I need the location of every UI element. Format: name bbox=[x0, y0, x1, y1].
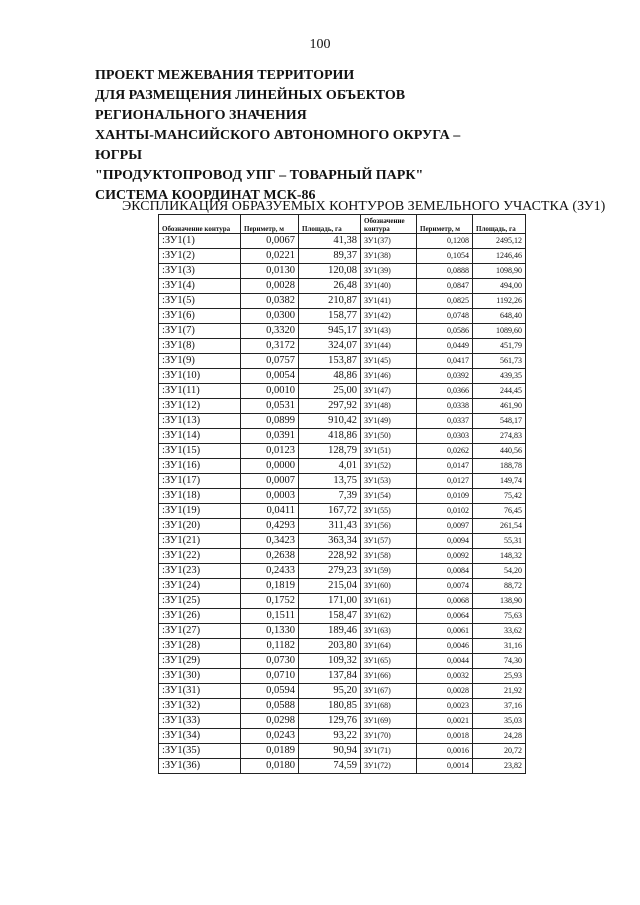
contour-cell: ЗУ1(48) bbox=[361, 399, 417, 414]
contour-cell: ЗУ1(42) bbox=[361, 309, 417, 324]
table-row bbox=[159, 249, 526, 264]
contour-cell: :ЗУ1(35) bbox=[159, 744, 241, 759]
perimeter-cell: 0,0018 bbox=[417, 729, 473, 744]
contour-cell: :ЗУ1(17) bbox=[159, 474, 241, 489]
table-row bbox=[159, 729, 526, 744]
perimeter-cell: 0,0084 bbox=[417, 564, 473, 579]
perimeter-cell: 0,0588 bbox=[241, 699, 299, 714]
area-cell: 33,62 bbox=[473, 624, 526, 639]
area-cell: 2495,12 bbox=[473, 234, 526, 249]
area-cell: 76,45 bbox=[473, 504, 526, 519]
perimeter-cell: 0,0067 bbox=[241, 234, 299, 249]
area-cell: 4,01 bbox=[299, 459, 361, 474]
table-row bbox=[159, 759, 526, 774]
heading-line: ЮГРЫ bbox=[95, 148, 142, 163]
contour-cell: :ЗУ1(31) bbox=[159, 684, 241, 699]
perimeter-cell: 0,0411 bbox=[241, 504, 299, 519]
perimeter-cell: 0,0054 bbox=[241, 369, 299, 384]
area-cell: 148,32 bbox=[473, 549, 526, 564]
area-cell: 74,30 bbox=[473, 654, 526, 669]
perimeter-cell: 0,0016 bbox=[417, 744, 473, 759]
contour-cell: :ЗУ1(18) bbox=[159, 489, 241, 504]
contour-cell: ЗУ1(51) bbox=[361, 444, 417, 459]
table-header-row bbox=[159, 215, 526, 234]
perimeter-cell: 0,0300 bbox=[241, 309, 299, 324]
area-cell: 279,23 bbox=[299, 564, 361, 579]
table-row bbox=[159, 534, 526, 549]
perimeter-cell: 0,1819 bbox=[241, 579, 299, 594]
table-body bbox=[159, 234, 526, 774]
contour-cell: :ЗУ1(8) bbox=[159, 339, 241, 354]
table-row bbox=[159, 354, 526, 369]
area-cell: 1246,46 bbox=[473, 249, 526, 264]
perimeter-cell: 0,1208 bbox=[417, 234, 473, 249]
contour-cell: ЗУ1(43) bbox=[361, 324, 417, 339]
area-cell: 35,03 bbox=[473, 714, 526, 729]
contour-cell: ЗУ1(54) bbox=[361, 489, 417, 504]
area-cell: 274,83 bbox=[473, 429, 526, 444]
perimeter-cell: 0,0391 bbox=[241, 429, 299, 444]
area-cell: 189,46 bbox=[299, 624, 361, 639]
area-cell: 945,17 bbox=[299, 324, 361, 339]
perimeter-cell: 0,0032 bbox=[417, 669, 473, 684]
table-row bbox=[159, 264, 526, 279]
contour-cell: ЗУ1(56) bbox=[361, 519, 417, 534]
area-cell: 1192,26 bbox=[473, 294, 526, 309]
perimeter-cell: 0,0061 bbox=[417, 624, 473, 639]
area-cell: 363,34 bbox=[299, 534, 361, 549]
contour-cell: :ЗУ1(22) bbox=[159, 549, 241, 564]
perimeter-cell: 0,0899 bbox=[241, 414, 299, 429]
area-cell: 439,35 bbox=[473, 369, 526, 384]
perimeter-cell: 0,0449 bbox=[417, 339, 473, 354]
table-row bbox=[159, 669, 526, 684]
perimeter-cell: 0,2433 bbox=[241, 564, 299, 579]
area-cell: 7,39 bbox=[299, 489, 361, 504]
perimeter-cell: 0,0102 bbox=[417, 504, 473, 519]
contour-cell: :ЗУ1(2) bbox=[159, 249, 241, 264]
table-row bbox=[159, 459, 526, 474]
table-row bbox=[159, 564, 526, 579]
area-cell: 37,16 bbox=[473, 699, 526, 714]
area-cell: 648,40 bbox=[473, 309, 526, 324]
heading-line: ДЛЯ РАЗМЕЩЕНИЯ ЛИНЕЙНЫХ ОБЪЕКТОВ bbox=[95, 88, 406, 103]
contour-cell: ЗУ1(59) bbox=[361, 564, 417, 579]
heading-line: СИСТЕМА КООРДИНАТ МСК-86 bbox=[95, 188, 316, 203]
contour-cell: :ЗУ1(20) bbox=[159, 519, 241, 534]
header-cell: Площадь, га bbox=[299, 215, 361, 234]
perimeter-cell: 0,0010 bbox=[241, 384, 299, 399]
contour-cell: :ЗУ1(12) bbox=[159, 399, 241, 414]
table-row bbox=[159, 699, 526, 714]
table-row bbox=[159, 324, 526, 339]
contour-cell: :ЗУ1(15) bbox=[159, 444, 241, 459]
perimeter-cell: 0,0028 bbox=[241, 279, 299, 294]
area-cell: 74,59 bbox=[299, 759, 361, 774]
perimeter-cell: 0,1054 bbox=[417, 249, 473, 264]
table-row bbox=[159, 294, 526, 309]
area-cell: 24,28 bbox=[473, 729, 526, 744]
table-row bbox=[159, 489, 526, 504]
contour-cell: ЗУ1(41) bbox=[361, 294, 417, 309]
area-cell: 180,85 bbox=[299, 699, 361, 714]
area-cell: 1089,60 bbox=[473, 324, 526, 339]
perimeter-cell: 0,0014 bbox=[417, 759, 473, 774]
table-row bbox=[159, 639, 526, 654]
perimeter-cell: 0,0748 bbox=[417, 309, 473, 324]
area-cell: 20,72 bbox=[473, 744, 526, 759]
perimeter-cell: 0,0586 bbox=[417, 324, 473, 339]
table-row bbox=[159, 579, 526, 594]
contour-cell: :ЗУ1(24) bbox=[159, 579, 241, 594]
area-cell: 167,72 bbox=[299, 504, 361, 519]
area-cell: 75,63 bbox=[473, 609, 526, 624]
area-cell: 75,42 bbox=[473, 489, 526, 504]
explication-table bbox=[158, 214, 526, 774]
perimeter-cell: 0,3320 bbox=[241, 324, 299, 339]
perimeter-cell: 0,1330 bbox=[241, 624, 299, 639]
table-row bbox=[159, 429, 526, 444]
perimeter-cell: 0,0594 bbox=[241, 684, 299, 699]
area-cell: 31,16 bbox=[473, 639, 526, 654]
contour-cell: ЗУ1(45) bbox=[361, 354, 417, 369]
table-row bbox=[159, 504, 526, 519]
table-row bbox=[159, 279, 526, 294]
header-cell: Обозначение контура bbox=[361, 215, 417, 234]
perimeter-cell: 0,0000 bbox=[241, 459, 299, 474]
contour-cell: ЗУ1(57) bbox=[361, 534, 417, 549]
area-cell: 311,43 bbox=[299, 519, 361, 534]
perimeter-cell: 0,0825 bbox=[417, 294, 473, 309]
contour-cell: ЗУ1(69) bbox=[361, 714, 417, 729]
perimeter-cell: 0,0094 bbox=[417, 534, 473, 549]
perimeter-cell: 0,0003 bbox=[241, 489, 299, 504]
area-cell: 261,54 bbox=[473, 519, 526, 534]
table-row bbox=[159, 339, 526, 354]
table-row bbox=[159, 444, 526, 459]
perimeter-cell: 0,0127 bbox=[417, 474, 473, 489]
perimeter-cell: 0,0180 bbox=[241, 759, 299, 774]
contour-cell: ЗУ1(65) bbox=[361, 654, 417, 669]
area-cell: 128,79 bbox=[299, 444, 361, 459]
contour-cell: ЗУ1(67) bbox=[361, 684, 417, 699]
area-cell: 548,17 bbox=[473, 414, 526, 429]
contour-cell: ЗУ1(60) bbox=[361, 579, 417, 594]
perimeter-cell: 0,3172 bbox=[241, 339, 299, 354]
heading-line: "ПРОДУКТОПРОВОД УПГ – ТОВАРНЫЙ ПАРК" bbox=[95, 168, 424, 183]
area-cell: 25,93 bbox=[473, 669, 526, 684]
table-row bbox=[159, 369, 526, 384]
perimeter-cell: 0,4293 bbox=[241, 519, 299, 534]
heading-line: ХАНТЫ-МАНСИЙСКОГО АВТОНОМНОГО ОКРУГА – bbox=[95, 128, 461, 143]
contour-cell: :ЗУ1(33) bbox=[159, 714, 241, 729]
perimeter-cell: 0,0021 bbox=[417, 714, 473, 729]
contour-cell: ЗУ1(40) bbox=[361, 279, 417, 294]
contour-cell: :ЗУ1(16) bbox=[159, 459, 241, 474]
contour-cell: ЗУ1(39) bbox=[361, 264, 417, 279]
contour-cell: :ЗУ1(10) bbox=[159, 369, 241, 384]
contour-cell: :ЗУ1(21) bbox=[159, 534, 241, 549]
area-cell: 26,48 bbox=[299, 279, 361, 294]
table-row bbox=[159, 624, 526, 639]
contour-cell: :ЗУ1(6) bbox=[159, 309, 241, 324]
area-cell: 13,75 bbox=[299, 474, 361, 489]
contour-cell: :ЗУ1(13) bbox=[159, 414, 241, 429]
perimeter-cell: 0,0023 bbox=[417, 699, 473, 714]
contour-cell: ЗУ1(61) bbox=[361, 594, 417, 609]
contour-cell: ЗУ1(46) bbox=[361, 369, 417, 384]
table-row bbox=[159, 744, 526, 759]
table-row bbox=[159, 594, 526, 609]
area-cell: 88,72 bbox=[473, 579, 526, 594]
area-cell: 138,90 bbox=[473, 594, 526, 609]
perimeter-cell: 0,0392 bbox=[417, 369, 473, 384]
area-cell: 54,20 bbox=[473, 564, 526, 579]
area-cell: 95,20 bbox=[299, 684, 361, 699]
contour-cell: ЗУ1(50) bbox=[361, 429, 417, 444]
perimeter-cell: 0,0046 bbox=[417, 639, 473, 654]
area-cell: 158,77 bbox=[299, 309, 361, 324]
area-cell: 93,22 bbox=[299, 729, 361, 744]
contour-cell: ЗУ1(55) bbox=[361, 504, 417, 519]
area-cell: 120,08 bbox=[299, 264, 361, 279]
area-cell: 48,86 bbox=[299, 369, 361, 384]
perimeter-cell: 0,0028 bbox=[417, 684, 473, 699]
area-cell: 109,32 bbox=[299, 654, 361, 669]
contour-cell: ЗУ1(44) bbox=[361, 339, 417, 354]
perimeter-cell: 0,0097 bbox=[417, 519, 473, 534]
contour-cell: ЗУ1(62) bbox=[361, 609, 417, 624]
perimeter-cell: 0,0130 bbox=[241, 264, 299, 279]
perimeter-cell: 0,0757 bbox=[241, 354, 299, 369]
contour-cell: :ЗУ1(11) bbox=[159, 384, 241, 399]
area-cell: 215,04 bbox=[299, 579, 361, 594]
contour-cell: ЗУ1(49) bbox=[361, 414, 417, 429]
heading-line: РЕГИОНАЛЬНОГО ЗНАЧЕНИЯ bbox=[95, 108, 307, 123]
area-cell: 494,00 bbox=[473, 279, 526, 294]
area-cell: 1098,90 bbox=[473, 264, 526, 279]
contour-cell: ЗУ1(72) bbox=[361, 759, 417, 774]
area-cell: 203,80 bbox=[299, 639, 361, 654]
contour-cell: ЗУ1(52) bbox=[361, 459, 417, 474]
table-row bbox=[159, 474, 526, 489]
area-cell: 324,07 bbox=[299, 339, 361, 354]
area-cell: 210,87 bbox=[299, 294, 361, 309]
area-cell: 129,76 bbox=[299, 714, 361, 729]
area-cell: 228,92 bbox=[299, 549, 361, 564]
contour-cell: ЗУ1(58) bbox=[361, 549, 417, 564]
contour-cell: :ЗУ1(29) bbox=[159, 654, 241, 669]
contour-cell: :ЗУ1(28) bbox=[159, 639, 241, 654]
table-row bbox=[159, 714, 526, 729]
table-row bbox=[159, 399, 526, 414]
contour-cell: :ЗУ1(3) bbox=[159, 264, 241, 279]
contour-cell: ЗУ1(53) bbox=[361, 474, 417, 489]
perimeter-cell: 0,0262 bbox=[417, 444, 473, 459]
perimeter-cell: 0,0189 bbox=[241, 744, 299, 759]
table-row bbox=[159, 609, 526, 624]
perimeter-cell: 0,0710 bbox=[241, 669, 299, 684]
perimeter-cell: 0,0338 bbox=[417, 399, 473, 414]
area-cell: 244,45 bbox=[473, 384, 526, 399]
perimeter-cell: 0,1752 bbox=[241, 594, 299, 609]
perimeter-cell: 0,0221 bbox=[241, 249, 299, 264]
contour-cell: :ЗУ1(5) bbox=[159, 294, 241, 309]
contour-cell: :ЗУ1(19) bbox=[159, 504, 241, 519]
area-cell: 158,47 bbox=[299, 609, 361, 624]
table-row bbox=[159, 384, 526, 399]
area-cell: 21,92 bbox=[473, 684, 526, 699]
perimeter-cell: 0,0382 bbox=[241, 294, 299, 309]
perimeter-cell: 0,0074 bbox=[417, 579, 473, 594]
area-cell: 910,42 bbox=[299, 414, 361, 429]
perimeter-cell: 0,0337 bbox=[417, 414, 473, 429]
contour-cell: ЗУ1(68) bbox=[361, 699, 417, 714]
table-row bbox=[159, 309, 526, 324]
area-cell: 149,74 bbox=[473, 474, 526, 489]
contour-cell: ЗУ1(63) bbox=[361, 624, 417, 639]
header-cell: Обозначение контура bbox=[159, 215, 241, 234]
contour-cell: :ЗУ1(32) bbox=[159, 699, 241, 714]
contour-cell: ЗУ1(66) bbox=[361, 669, 417, 684]
table-row bbox=[159, 654, 526, 669]
header-cell: Периметр, м bbox=[241, 215, 299, 234]
perimeter-cell: 0,0847 bbox=[417, 279, 473, 294]
page-number: 100 bbox=[309, 37, 331, 52]
area-cell: 90,94 bbox=[299, 744, 361, 759]
perimeter-cell: 0,0147 bbox=[417, 459, 473, 474]
contour-cell: :ЗУ1(9) bbox=[159, 354, 241, 369]
perimeter-cell: 0,0007 bbox=[241, 474, 299, 489]
contour-cell: ЗУ1(47) bbox=[361, 384, 417, 399]
area-cell: 25,00 bbox=[299, 384, 361, 399]
perimeter-cell: 0,0298 bbox=[241, 714, 299, 729]
area-cell: 418,86 bbox=[299, 429, 361, 444]
contour-cell: :ЗУ1(7) bbox=[159, 324, 241, 339]
area-cell: 55,31 bbox=[473, 534, 526, 549]
table-title: ЭКСПЛИКАЦИЯ ОБРАЗУЕМЫХ КОНТУРОВ ЗЕМЕЛЬНОГО УЧАСТКА (ЗУ1) bbox=[122, 199, 606, 214]
perimeter-cell: 0,0123 bbox=[241, 444, 299, 459]
contour-cell: ЗУ1(71) bbox=[361, 744, 417, 759]
table-row bbox=[159, 519, 526, 534]
perimeter-cell: 0,0417 bbox=[417, 354, 473, 369]
perimeter-cell: 0,0888 bbox=[417, 264, 473, 279]
perimeter-cell: 0,0243 bbox=[241, 729, 299, 744]
table-row bbox=[159, 684, 526, 699]
table-row bbox=[159, 414, 526, 429]
contour-cell: ЗУ1(37) bbox=[361, 234, 417, 249]
perimeter-cell: 0,0064 bbox=[417, 609, 473, 624]
perimeter-cell: 0,0730 bbox=[241, 654, 299, 669]
contour-cell: :ЗУ1(23) bbox=[159, 564, 241, 579]
perimeter-cell: 0,0092 bbox=[417, 549, 473, 564]
contour-cell: ЗУ1(70) bbox=[361, 729, 417, 744]
area-cell: 23,82 bbox=[473, 759, 526, 774]
area-cell: 451,79 bbox=[473, 339, 526, 354]
area-cell: 171,00 bbox=[299, 594, 361, 609]
header-cell: Периметр, м bbox=[417, 215, 473, 234]
heading-line: ПРОЕКТ МЕЖЕВАНИЯ ТЕРРИТОРИИ bbox=[95, 68, 355, 83]
contour-cell: :ЗУ1(25) bbox=[159, 594, 241, 609]
area-cell: 137,84 bbox=[299, 669, 361, 684]
area-cell: 89,37 bbox=[299, 249, 361, 264]
header-cell: Площадь, га bbox=[473, 215, 526, 234]
contour-cell: :ЗУ1(26) bbox=[159, 609, 241, 624]
area-cell: 188,78 bbox=[473, 459, 526, 474]
table-row bbox=[159, 234, 526, 249]
area-cell: 440,56 bbox=[473, 444, 526, 459]
contour-cell: :ЗУ1(36) bbox=[159, 759, 241, 774]
table-row bbox=[159, 549, 526, 564]
contour-cell: :ЗУ1(27) bbox=[159, 624, 241, 639]
contour-cell: :ЗУ1(30) bbox=[159, 669, 241, 684]
contour-cell: :ЗУ1(14) bbox=[159, 429, 241, 444]
perimeter-cell: 0,3423 bbox=[241, 534, 299, 549]
perimeter-cell: 0,0044 bbox=[417, 654, 473, 669]
perimeter-cell: 0,0303 bbox=[417, 429, 473, 444]
perimeter-cell: 0,0068 bbox=[417, 594, 473, 609]
contour-cell: :ЗУ1(4) bbox=[159, 279, 241, 294]
contour-cell: ЗУ1(38) bbox=[361, 249, 417, 264]
contour-cell: :ЗУ1(34) bbox=[159, 729, 241, 744]
document-heading bbox=[95, 66, 595, 206]
perimeter-cell: 0,1182 bbox=[241, 639, 299, 654]
perimeter-cell: 0,0109 bbox=[417, 489, 473, 504]
area-cell: 153,87 bbox=[299, 354, 361, 369]
area-cell: 41,38 bbox=[299, 234, 361, 249]
area-cell: 297,92 bbox=[299, 399, 361, 414]
area-cell: 561,73 bbox=[473, 354, 526, 369]
perimeter-cell: 0,0531 bbox=[241, 399, 299, 414]
perimeter-cell: 0,0366 bbox=[417, 384, 473, 399]
perimeter-cell: 0,1511 bbox=[241, 609, 299, 624]
contour-cell: ЗУ1(64) bbox=[361, 639, 417, 654]
area-cell: 461,90 bbox=[473, 399, 526, 414]
perimeter-cell: 0,2638 bbox=[241, 549, 299, 564]
contour-cell: :ЗУ1(1) bbox=[159, 234, 241, 249]
